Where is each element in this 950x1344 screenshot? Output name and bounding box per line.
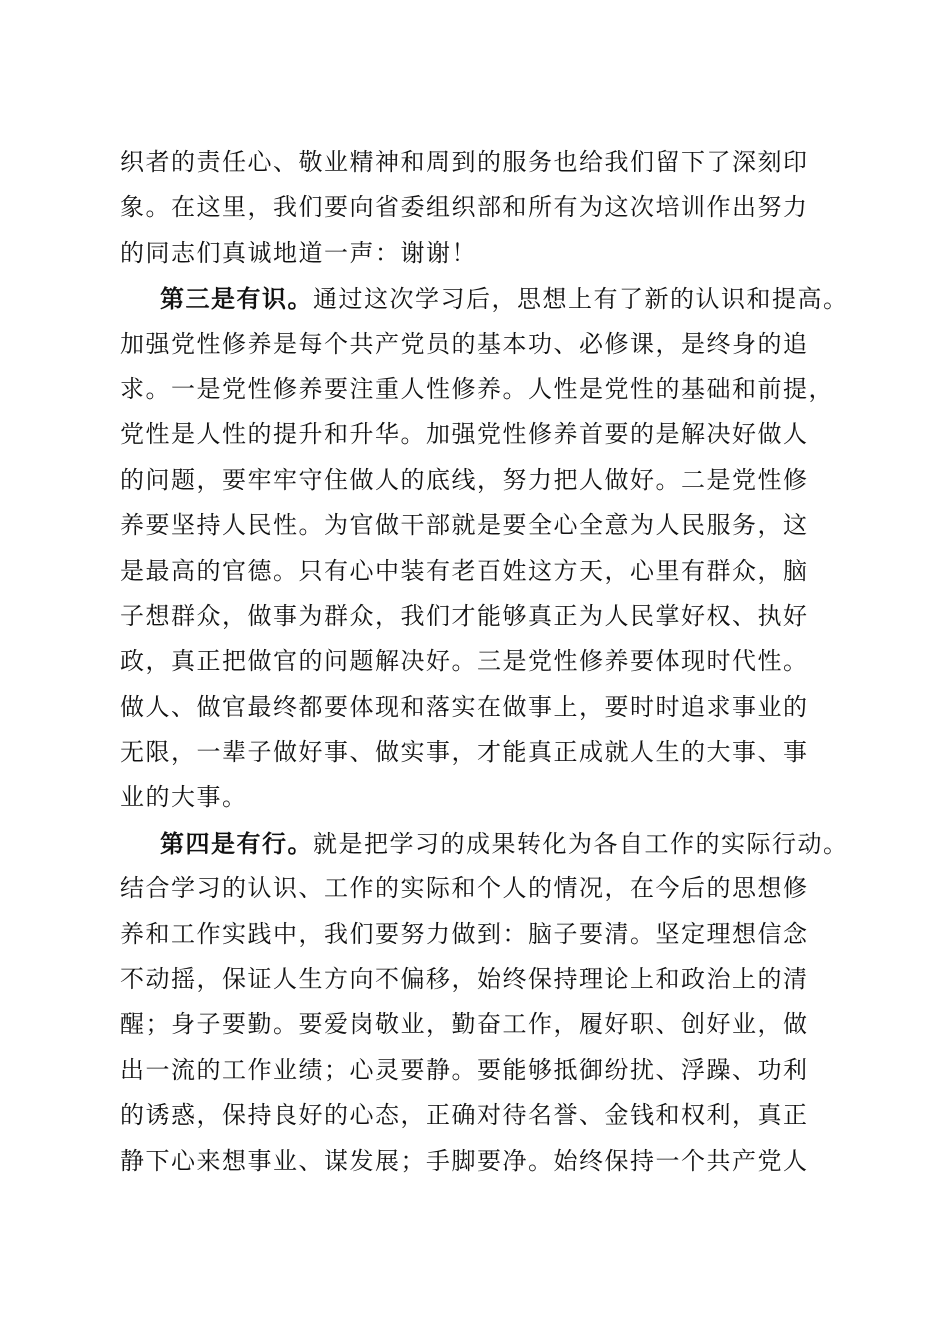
text-line: 是最高的官德。只有心中装有老百姓这方天，心里有群众，脑 (120, 556, 809, 585)
text-line: 子想群众，做事为群众，我们才能够真正为人民掌好权、执好 (120, 601, 809, 630)
text-line: 象。在这里，我们要向省委组织部和所有为这次培训作出努力 (120, 193, 809, 222)
text-line (120, 821, 849, 866)
text-line: 不动摇，保证人生方向不偏移，始终保持理论上和政治上的清 (120, 965, 809, 994)
text-line (120, 276, 849, 321)
text-line: 结合学习的认识、工作的实际和个人的情况，在今后的思想修 (120, 874, 809, 903)
text-line: 的诱惑，保持良好的心态，正确对待名誉、金钱和权利，真正 (120, 1101, 809, 1130)
text-line: 静下心来想事业、谋发展；手脚要净。始终保持一个共产党人 (120, 1146, 809, 1175)
text-line: 的问题，要牢牢守住做人的底线，努力把人做好。二是党性修 (120, 465, 809, 494)
body-text (120, 140, 849, 1184)
text-line: 加强党性修养是每个共产党员的基本功、必修课，是终身的追 (120, 329, 809, 358)
text-line: 业的大事。 (120, 783, 248, 812)
text-line: 出一流的工作业绩；心灵要静。要能够抵御纷扰、浮躁、功利 (120, 1055, 809, 1084)
section-heading-third: 第三是有识。 (160, 284, 313, 314)
text-line: 求。一是党性修养要注重人性修养。人性是党性的基础和前提， (120, 374, 834, 403)
text-line: 无限，一辈子做好事、做实事，才能真正成就人生的大事、事 (120, 738, 809, 767)
section-heading-fourth: 第四是有行。 (160, 828, 313, 858)
text-line: 醒；身子要勤。要爱岗敬业，勤奋工作，履好职、创好业，做 (120, 1010, 809, 1039)
paragraph-fourth-point (120, 821, 849, 1184)
text-run: 通过这次学习后，思想上有了新的认识和提高。 (313, 285, 849, 314)
text-run: 就是把学习的成果转化为各自工作的实际行动。 (313, 829, 849, 858)
text-line: 做人、做官最终都要体现和落实在做事上，要时时追求事业的 (120, 692, 809, 721)
text-line: 养要坚持人民性。为官做干部就是要全心全意为人民服务，这 (120, 511, 809, 540)
text-line: 党性是人性的提升和升华。加强党性修养首要的是解决好做人 (120, 420, 809, 449)
text-line: 养和工作实践中，我们要努力做到：脑子要清。坚定理想信念 (120, 919, 809, 948)
text-line: 织者的责任心、敬业精神和周到的服务也给我们留下了深刻印 (120, 148, 809, 176)
paragraph-thanks (120, 140, 840, 276)
text-line: 的同志们真诚地道一声：谢谢！ (120, 238, 477, 267)
paragraph-third-point (120, 276, 849, 821)
text-line: 政，真正把做官的问题解决好。三是党性修养要体现时代性。 (120, 647, 809, 676)
